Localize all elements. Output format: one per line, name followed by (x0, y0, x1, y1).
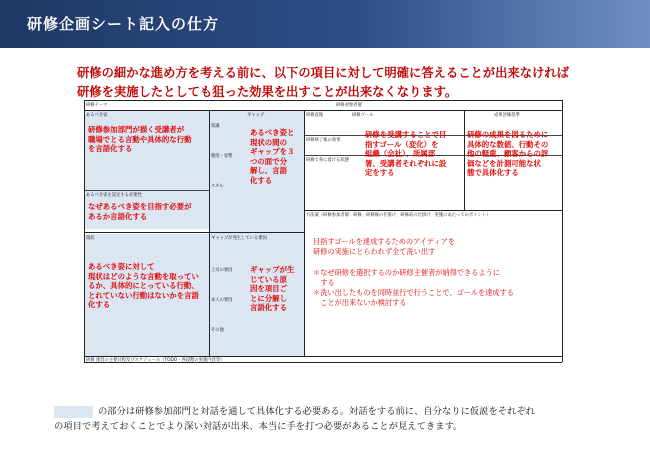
header-bar (0, 0, 650, 48)
intro-text (77, 64, 569, 102)
evaluation-note: 研修の成果を図るために 具体的な数値、行動その 他の軽重、顧客からの評 価などを計測可能な状 態で具体化する (467, 130, 549, 178)
footer-line-2: の項目で考えておくことでより深い対話が出来、本当に手を打つ必要があることが見えてきます。 (54, 421, 463, 432)
grid-line-schedule (84, 356, 562, 357)
method-point-1: ＊なぜ研修を選択するのか研修主催者が納得できるように する (313, 268, 500, 287)
grid-line-header (84, 110, 562, 111)
grid-line-col2 (304, 110, 305, 356)
why-note: なぜあるべき姿を目指す必要が あるか言語化する (88, 202, 192, 221)
grid-line-col3 (464, 110, 465, 210)
cause-note: ギャップが生 じている原 因を項目ご とに分解し 言語化する (250, 265, 295, 313)
attitude-label: 態度・姿勢 (211, 154, 233, 159)
goal-label: 研修ゴール (352, 113, 374, 118)
evaluation-label: 成果評価基準 (494, 113, 520, 118)
gap-column-label: ギャップ (247, 113, 265, 118)
footer-line-1: の部分は研修参加部門と対話を通して具体化する必要ある。対話をする前に、自分なりに仮説をそれぞれ (98, 406, 535, 417)
grid-line-ideal-why (84, 190, 209, 191)
gap-attitude-label: 本人の要因 (211, 298, 233, 303)
gap-knowledge-label: 上司の要因 (211, 268, 233, 273)
goal-note: 研修を受講することで目 指すゴール（変化）を 組織（会社）、所属部 署、受講者それぞれに設 定をする (365, 130, 447, 178)
goal-row2-label: 研修で身に着ける状態 (306, 158, 349, 163)
gap-note: あるべき姿と 現状の間の ギャップを３ つの面で分 解し、言語 化する (250, 128, 295, 185)
grid-line-bottom (84, 362, 562, 363)
grid-line-mid (84, 232, 304, 233)
effect-label: 研修終了後の効果 (306, 138, 341, 143)
intro-line-2: 研修を実施したとしても狙った効果を出すことが出来なくなります。 (77, 85, 458, 99)
method-point-2: ＊洗い出したものを同時並行で行うことで、ゴールを達成する ことが出来ないか検討する (313, 288, 514, 307)
ideal-label: あるべき姿 (86, 113, 108, 118)
page-title: 研修企画シート記入の仕方 (27, 15, 220, 33)
grid-line-left (84, 100, 85, 362)
skills-label: スキル (211, 184, 224, 189)
theme-label: 研修テーマ (86, 103, 108, 108)
gap-other-label: その他 (211, 328, 224, 333)
why-ideal-label: あるべき姿を設定する必要性 (86, 193, 142, 198)
intro-line-1: 研修の細かな進め方を考える前に、以下の項目に対して明確に答えることが出来なければ (77, 66, 569, 80)
grid-line-top (84, 100, 562, 101)
ideal-note: 研修参加部門が描く受講者が 職場でとる言動や具体的な行動 を言語化する (88, 125, 192, 154)
method-title-note: 目指すゴールを達成するためのアイディアを 研修の実施にとらわれず全て洗い出す (313, 237, 456, 256)
footer-text (54, 404, 535, 434)
gap-cause-label: ギャップが発生している要因 (211, 236, 267, 241)
reality-note: あるべき姿に対して 現状はどのような言動を取ってい るか、具体的にとっている行動、 とれていない行動はないかを言語 化する (88, 262, 199, 310)
grid-line-right (562, 100, 563, 362)
reality-label: 現状 (86, 236, 95, 241)
knowledge-label: 知識 (211, 124, 220, 129)
audience-label: 研修対象者層 (336, 103, 362, 108)
grid-line-col1 (209, 110, 210, 356)
goal-side-label: 研修直後 (306, 113, 324, 118)
training-plan-sheet (84, 100, 562, 362)
grid-line-method (304, 210, 562, 211)
method-label: 方法案（研修参加者層：研修、研修後の仕掛け、研修前の仕掛け、実施にあたってのポイント） (306, 213, 491, 218)
schedule-label: 研修 運営の主要日程及びスケジュール（TODO・各段階の実施内容等） (86, 358, 225, 363)
